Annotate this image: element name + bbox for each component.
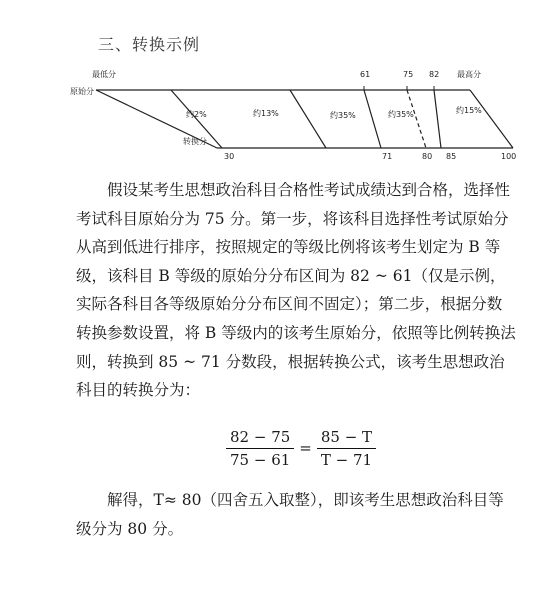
equals-sign: = bbox=[299, 439, 312, 457]
boundary-line bbox=[470, 90, 513, 148]
boundary-line bbox=[364, 90, 381, 148]
raw-score-label: 原始分 bbox=[70, 87, 94, 96]
bottom-tick-30: 30 bbox=[224, 152, 235, 161]
band-label-a: 约15% bbox=[456, 106, 482, 115]
converted-score-label: 转换分 bbox=[183, 137, 207, 146]
top-tick-82: 82 bbox=[429, 70, 440, 79]
result-paragraph: 解得，T≈ 80（四舍五入取整），即该考生思想政治科目等级分为 80 分。 bbox=[76, 491, 504, 538]
boundary-line bbox=[434, 90, 441, 148]
bottom-tick-85: 85 bbox=[446, 152, 457, 161]
bottom-tick-71: 71 bbox=[382, 152, 393, 161]
section-heading: 三、转换示例 bbox=[98, 35, 201, 54]
example-dashed-line bbox=[407, 90, 426, 148]
left-denominator: 75 − 61 bbox=[230, 450, 291, 469]
left-numerator: 82 − 75 bbox=[226, 428, 294, 449]
example-paragraph: 假设某考生思想政治科目合格性考试成绩达到合格，选择性考试科目原始分为 75 分。第一步，将该科目选择性考试原始分从高到低进行排序，按照规定的等级比例将该考生划定为 B 等级，该科目 B 等级的原始分分布区间为 82 ~ 61（仅是示例，实际各科目各等级原始分分布区间不固定）；第二步，根据分数转换参数设置，将 B 等级内的该考生原始分，依照等比例转换法则，转换到 85 ~ 71 分数段，根据转换公式，该考生思想政治科目的转换分为： bbox=[76, 181, 516, 400]
conversion-formula bbox=[226, 426, 376, 470]
top-tick-75: 75 bbox=[403, 70, 414, 79]
right-denominator: T − 71 bbox=[320, 450, 373, 469]
band-label-e: 约2% bbox=[186, 110, 207, 119]
lowest-score-label: 最低分 bbox=[92, 70, 116, 79]
band-label-c: 约35% bbox=[330, 111, 356, 120]
bottom-tick-100: 100 bbox=[501, 152, 517, 161]
band-label-d: 约13% bbox=[253, 109, 279, 118]
right-numerator: 85 − T bbox=[317, 428, 376, 449]
score-conversion-diagram bbox=[0, 0, 550, 170]
left-fraction bbox=[226, 428, 294, 469]
bottom-tick-80: 80 bbox=[422, 152, 433, 161]
right-fraction bbox=[317, 428, 376, 469]
boundary-line bbox=[290, 90, 326, 148]
top-tick-61: 61 bbox=[360, 70, 371, 79]
highest-score-label: 最高分 bbox=[457, 70, 481, 79]
band-label-b: 约35% bbox=[388, 110, 414, 119]
